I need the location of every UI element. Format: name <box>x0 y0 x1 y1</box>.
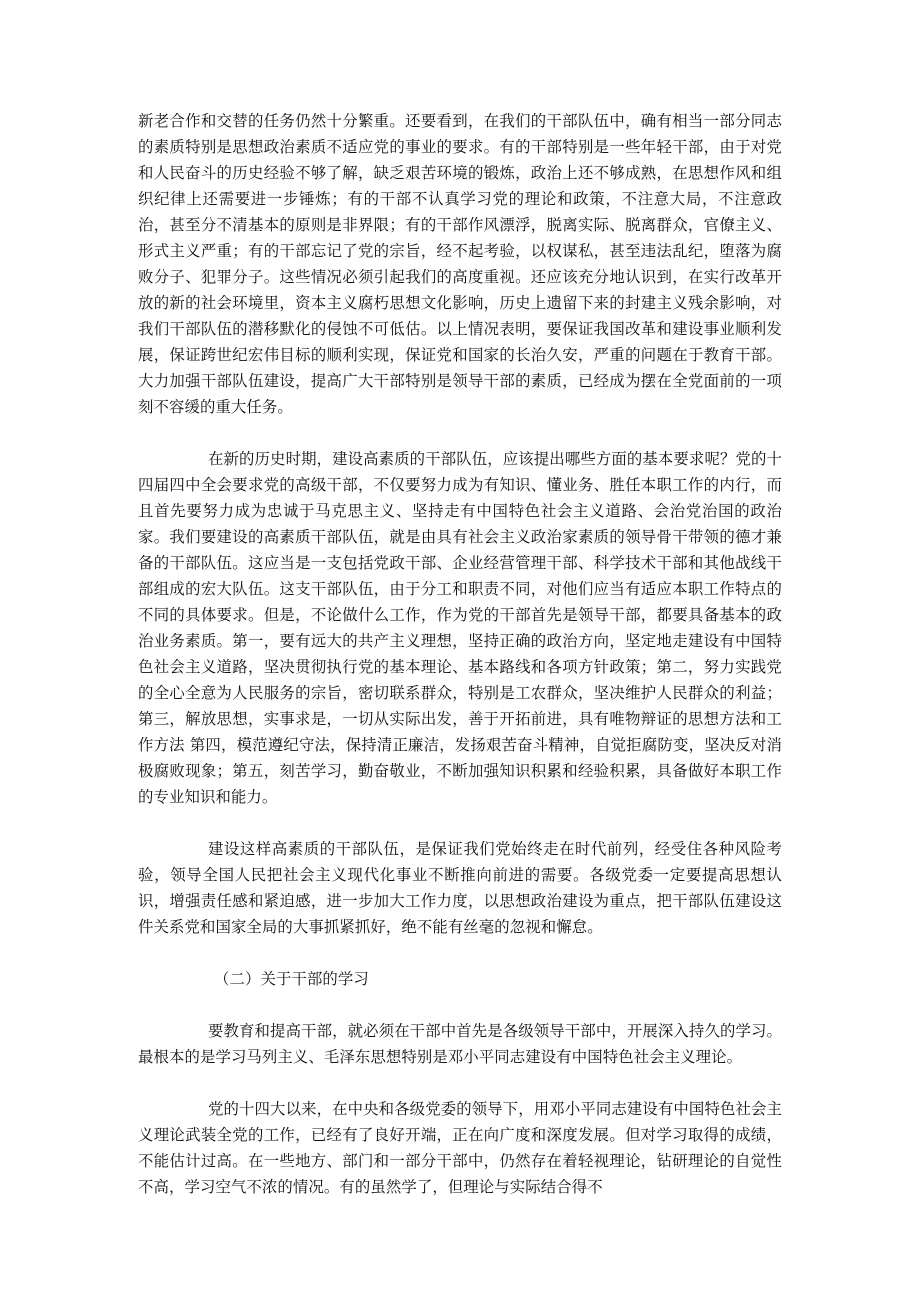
document-body <box>138 108 782 1226</box>
paragraph-cadre-problems: 新老合作和交替的任务仍然十分繁重。还要看到，在我们的干部队伍中，确有相当一部分同志的素质特别是思想政治素质不适应党的事业的要求。有的干部特别是一些年轻干部，由于对党和人民奋斗的历史经验不够了解，缺乏艰苦环境的锻炼，政治上还不够成熟，在思想作风和组织纪律上还需要进一步锤炼；有的干部不认真学习党的理论和政策，不注意大局，不注意政治，甚至分不清基本的原则是非界限；有的干部作风漂浮，脱离实际、脱离群众，官僚主义、形式主义严重；有的干部忘记了党的宗旨，经不起考验，以权谋私，甚至违法乱纪，堕落为腐败分子、犯罪分子。这些情况必须引起我们的高度重视。还应该充分地认识到，在实行改革开放的新的社会环境里，资本主义腐朽思想文化影响，历史上遗留下来的封建主义残余影响，对我们干部队伍的潜移默化的侵蚀不可低估。以上情况表明，要保证我国改革和建设事业顺利发展，保证跨世纪宏伟目标的顺利实现，保证党和国家的长治久安，严重的问题在于教育干部。大力加强干部队伍建设，提高广大干部特别是领导干部的素质，已经成为摆在全党面前的一项刻不容缓的重大任务。 <box>138 112 782 416</box>
paragraph-building-team: 建设这样高素质的干部队伍，是保证我们党始终走在时代前列，经受住各种风险考验，领导全国人民把社会主义现代化事业不断推向前进的需要。各级党委一定要提高思想认识，增强责任感和紧迫感，进一步加大工作力度，以思想政治建设为重点，把干部队伍建设这件关系党和国家全局的大事抓紧抓好，绝不能有丝毫的忽视和懈怠。 <box>138 840 782 936</box>
paragraph-since-14th-congress: 党的十四大以来，在中央和各级党委的领导下，用邓小平同志建设有中国特色社会主义理论武装全党的工作，已经有了良好开端，正在向广度和深度发展。但对学习取得的成绩，不能估计过高。在一些地方、部门和一部分干部中，仍然存在着轻视理论，钻研理论的自觉性不高，学习空气不浓的情况。有的虽然学了，但理论与实际结合得不 <box>138 1100 782 1196</box>
paragraph-basic-requirements: 在新的历史时期，建设高素质的干部队伍，应该提出哪些方面的基本要求呢？党的十四届四中全会要求党的高级干部，不仅要努力成为有知识、懂业务、胜任本职工作的内行，而且首先要努力成为忠诚于马克思主义、坚持走有中国特色社会主义道路、会治党治国的政治家。我们要建设的高素质干部队伍，就是由具有社会主义政治家素质的领导骨干带领的德才兼备的干部队伍。这应当是一支包括党政干部、企业经营管理干部、科学技术干部和其他战线干部组成的宏大队伍。这支干部队伍，由于分工和职责不同，对他们应当有适应本职工作特点的不同的具体要求。但是，不论做什么工作，作为党的干部首先是领导干部，都要具备基本的政治业务素质。第一，要有远大的共产主义理想，坚持正确的政治方向，坚定地走建设有中国特色社会主义道路，坚决贯彻执行党的基本理论、基本路线和各项方针政策；第二，努力实践党的全心全意为人民服务的宗旨，密切联系群众，特别是工农群众，坚决维护人民群众的利益；第三，解放思想，实事求是，一切从实际出发，善于开拓前进，具有唯物辩证的思想方法和工作方法 第四，模范遵纪守法，保持清正廉洁，发扬艰苦奋斗精神，自觉拒腐防变，坚决反对消极腐败现象；第五，刻苦学习，勤奋敬业，不断加强知识积累和经验积累，具备做好本职工作的专业知识和能力。 <box>138 450 782 806</box>
section-heading-cadre-study: （二）关于干部的学习 <box>214 970 369 988</box>
paragraph-study-theory: 要教育和提高干部，就必须在干部中首先是各级领导干部中，开展深入持久的学习。最根本的是学习马列主义、毛泽东思想特别是邓小平同志建设有中国特色社会主义理论。 <box>138 1022 782 1066</box>
